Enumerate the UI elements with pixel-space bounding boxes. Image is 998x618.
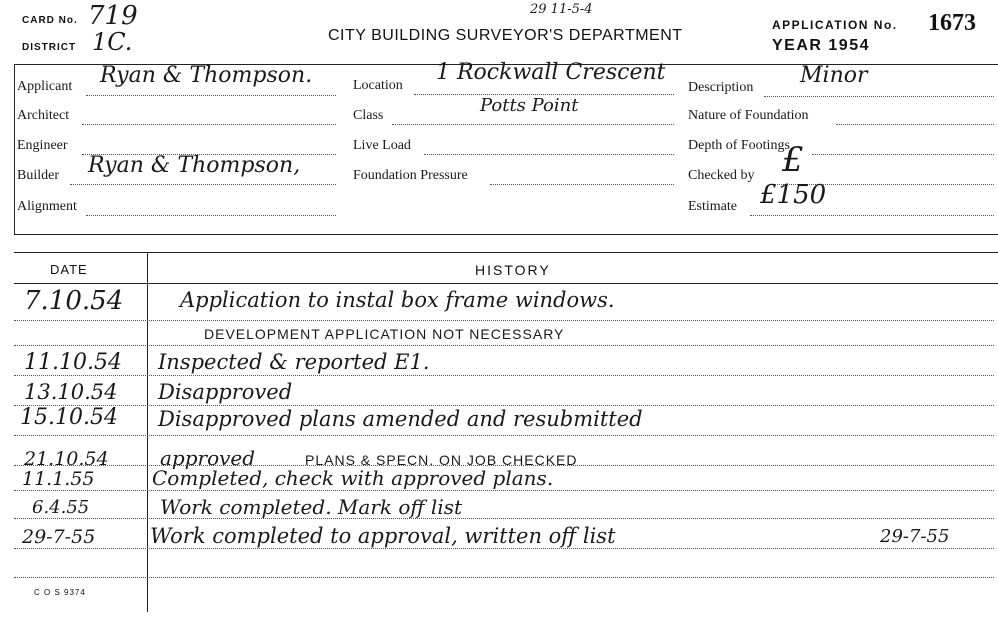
history-text: Completed, check with approved plans. xyxy=(152,466,554,490)
history-row-rule xyxy=(14,577,994,578)
district-value: 1C. xyxy=(92,28,133,56)
card-no-label: CARD No. xyxy=(22,15,78,26)
history-text: Application to instal box frame windows. xyxy=(180,288,615,312)
history-date: 13.10.54 xyxy=(24,380,118,404)
checked-by-label: Checked by xyxy=(688,168,755,183)
estimate-line xyxy=(750,215,994,216)
description-label: Description xyxy=(688,80,754,95)
history-date: 11.1.55 xyxy=(22,468,95,490)
architect-label: Architect xyxy=(17,108,70,123)
alignment-line xyxy=(86,215,336,216)
history-text: Work completed. Mark off list xyxy=(160,495,463,519)
description-line xyxy=(764,96,994,97)
checked-by-initial: £ xyxy=(782,140,804,180)
history-row-rule xyxy=(14,490,994,491)
date-stamp: 29 11-5-4 xyxy=(530,2,593,17)
history-text: Disapproved xyxy=(158,380,293,404)
card-no-value: 719 xyxy=(88,1,138,31)
history-text: Inspected & reported E1. xyxy=(158,350,430,374)
date-column-divider xyxy=(147,252,148,612)
history-text: Disapproved plans amended and resubmitted xyxy=(158,407,643,431)
history-row-rule xyxy=(14,320,994,321)
engineer-label: Engineer xyxy=(17,138,68,153)
history-column-header: HISTORY xyxy=(475,262,551,278)
location-value: 1 Rockwall Crescent xyxy=(436,60,666,85)
location-value-2: Potts Point xyxy=(480,95,579,116)
architect-line xyxy=(82,124,336,125)
district-label: DISTRICT xyxy=(22,42,77,53)
applicant-label: Applicant xyxy=(17,79,73,94)
builder-line xyxy=(70,184,336,185)
history-text: approved xyxy=(160,446,256,470)
history-row-rule xyxy=(14,435,994,436)
depth-of-footings-line xyxy=(812,154,994,155)
estimate-value: £150 xyxy=(760,180,827,210)
history-text: Work completed to approval, written off list xyxy=(150,524,616,548)
history-stamp: DEVELOPMENT APPLICATION NOT NECESSARY xyxy=(204,326,565,342)
applicant-value: Ryan & Thompson. xyxy=(100,63,313,88)
department-title: CITY BUILDING SURVEYOR'S DEPARTMENT xyxy=(328,27,683,44)
application-no-value: 1673 xyxy=(928,10,976,36)
history-date: 29-7-55 xyxy=(22,526,96,548)
history-header-rule xyxy=(14,283,998,284)
history-stamp: PLANS & SPECN. ON JOB CHECKED xyxy=(305,452,578,468)
history-row-rule xyxy=(14,548,994,549)
date-column-header: DATE xyxy=(50,262,88,277)
history-row-rule xyxy=(14,405,994,406)
class-line xyxy=(392,124,674,125)
live-load-label: Live Load xyxy=(353,138,411,153)
history-date: 21.10.54 xyxy=(24,448,109,470)
history-date: 15.10.54 xyxy=(20,405,118,430)
builder-value: Ryan & Thompson, xyxy=(88,153,301,178)
description-value: Minor xyxy=(800,63,868,88)
depth-of-footings-label: Depth of Footings xyxy=(688,138,790,153)
signature-date: 29-7-55 xyxy=(880,526,950,547)
fields-bottom-rule xyxy=(14,234,998,235)
history-row-rule xyxy=(14,375,994,376)
history-row-rule xyxy=(14,345,994,346)
estimate-label: Estimate xyxy=(688,199,737,214)
application-no-label: APPLICATION No. xyxy=(772,18,898,32)
history-top-rule xyxy=(14,252,998,253)
location-label: Location xyxy=(353,78,403,93)
foundation-pressure-line xyxy=(490,184,674,185)
history-date: 7.10.54 xyxy=(24,286,124,316)
history-date: 6.4.55 xyxy=(32,497,90,518)
nature-of-foundation-line xyxy=(836,124,994,125)
nature-of-foundation-label: Nature of Foundation xyxy=(688,108,809,123)
alignment-label: Alignment xyxy=(17,199,77,214)
live-load-line xyxy=(424,154,674,155)
fields-left-rule xyxy=(14,64,15,234)
foundation-pressure-label: Foundation Pressure xyxy=(353,168,468,183)
year-label: YEAR 1954 xyxy=(772,37,870,54)
history-date: 11.10.54 xyxy=(24,350,122,375)
print-code: C O S 9374 xyxy=(34,588,86,597)
applicant-line xyxy=(86,95,336,96)
builder-label: Builder xyxy=(17,168,59,183)
class-label: Class xyxy=(353,108,384,123)
